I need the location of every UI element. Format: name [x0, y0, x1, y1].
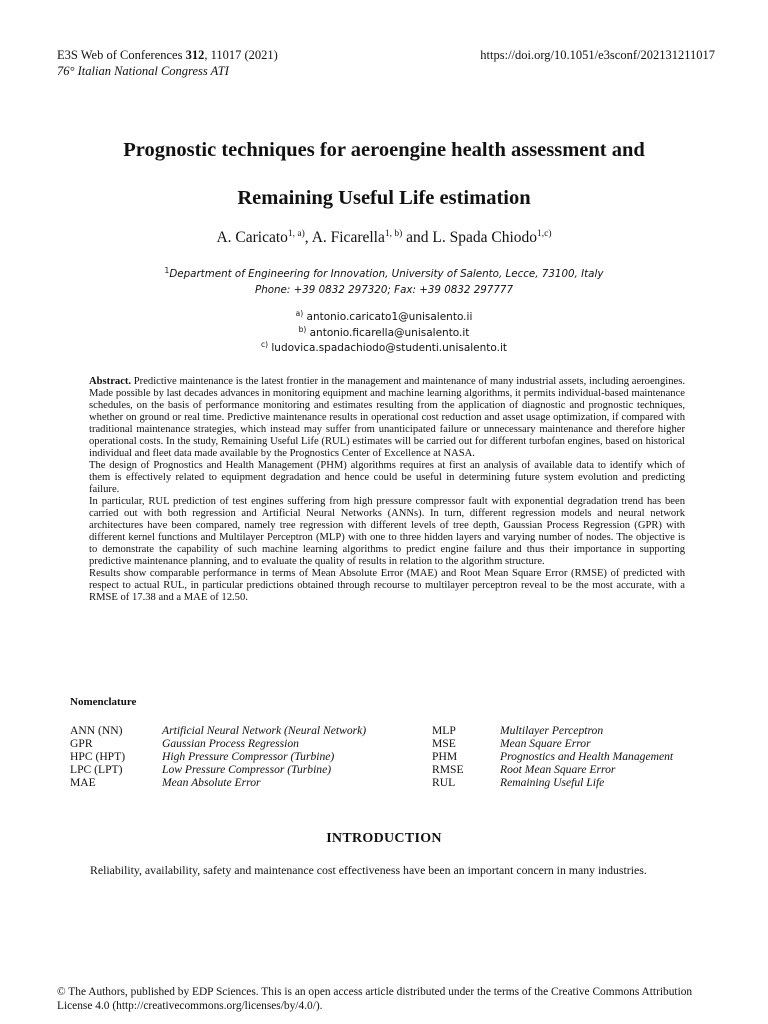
abstract-paragraph: In particular, RUL prediction of test engines suffering from high pressure compressor fault with exponential degradation trend has been carried out with both regression and Artificial Neural Networks (ANNs). In turn, different regression models and neural network architectures have been compared, namely tree regression with different levels of tree depth, Gaussian Process Regression (GPR) with different kernel functions and Multilayer Perceptron (MLP) with one to three hidden layers and varying number of nodes. The objective is to demonstrate the capability of such machine learning algorithms to predict engine failure and thus their importance in supporting predictive maintenance planning, and to evaluate the quality of results in relation to the algorithm structure.: [89, 496, 685, 567]
nomenclature-abbr: LPC (LPT): [70, 763, 123, 776]
nomenclature-row: [70, 763, 366, 776]
nomenclature-def: Multilayer Perceptron: [500, 724, 604, 737]
nomenclature-right-column: [432, 724, 673, 789]
nomenclature-row: [70, 737, 366, 750]
nomenclature-def: Remaining Useful Life: [500, 776, 605, 789]
congress-name: 76° Italian National Congress ATI: [57, 64, 229, 78]
email-list: [40, 310, 728, 357]
nomenclature-def: Gaussian Process Regression: [162, 737, 299, 750]
author-name: A. Caricato: [216, 229, 288, 246]
abstract-paragraph: Abstract. Predictive maintenance is the latest frontier in the management and maintenance of many industrial assets, including aeroengines. Made possible by last decades advances in monitoring equipment and machine learning algorithms, it permits individual-based maintenance schedules, on the basis of performance monitoring and estimates resulting from the application of diagnostic and prognostic techniques, whether on ground or real time. Predictive maintenance results in operational cost reduction and asset usage optimization, if compared with traditional maintenance strategies, which instead may suffer from unanticipated failure or unnecessary maintenance and therefore higher operational costs. In the study, Remaining Useful Life (RUL) estimates will be carried out for different turbofan engines, based on historical individual and fleet data made available by the Prognostics Center of Excellence at NASA.: [89, 376, 685, 459]
nomenclature-row: [432, 724, 673, 737]
author-affil-mark: 1,c): [537, 229, 552, 239]
email-item: $^{a)}$ antonio.caricato1@unisalento.ii: [295, 309, 473, 323]
nomenclature-abbr: MAE: [70, 776, 96, 789]
nomenclature-row: [432, 750, 673, 763]
abstract-paragraph: Results show comparable performance in terms of Mean Absolute Error (MAE) and Root Mean Square Error (RMSE) of predicted with respect to actual RUL, in particular predictions obtained through recourse to multilayer perceptron reveal to be the most accurate, with a RMSE of 17.38 and a MAE of 12.50.: [89, 568, 685, 603]
nomenclature-row: [70, 776, 366, 789]
email-address[interactable]: antonio.ficarella@unisalento.it: [309, 326, 470, 339]
email-item: $^{b)}$ antonio.ficarella@unisalento.it: [298, 324, 470, 339]
doi-link[interactable]: https://doi.org/10.1051/e3sconf/202131211017: [480, 48, 715, 62]
section-heading-introduction: INTRODUCTION: [326, 831, 442, 846]
nomenclature-abbr: ANN (NN): [70, 724, 123, 737]
title-line-2: Remaining Useful Life estimation: [237, 187, 531, 209]
nomenclature-row: [70, 750, 366, 763]
nomenclature-def: Mean Absolute Error: [162, 776, 261, 789]
license-footer: © The Authors, published by EDP Sciences. This is an open access article distributed under the terms of the Creative Commons Attribution License 4.0 (http://creativecommons.org/licenses/by/4.0/).: [57, 986, 693, 1012]
nomenclature-abbr: MSE: [432, 737, 456, 750]
author-name: L. Spada Chiodo: [432, 229, 538, 246]
nomenclature-abbr: GPR: [70, 737, 93, 750]
author-list: A. Caricato$^{1, a)}$, A. Ficarella$^{1, b)}$ and L. Spada Chiodo$^{1,c)}$: [216, 229, 552, 246]
author-affil-mark: 1, a): [287, 229, 305, 239]
nomenclature-title: Nomenclature: [70, 696, 137, 708]
abstract: [89, 376, 685, 604]
paper-title: [40, 126, 728, 222]
nomenclature-def: Low Pressure Compressor (Turbine): [162, 763, 332, 776]
nomenclature-def: Artificial Neural Network (Neural Network): [162, 724, 367, 737]
nomenclature-def: Root Mean Square Error: [500, 763, 616, 776]
email-address[interactable]: ludovica.spadachiodo@studenti.unisalento.it: [271, 342, 508, 354]
abstract-label: Abstract.: [89, 376, 132, 387]
nomenclature-abbr: RUL: [432, 776, 456, 789]
nomenclature-row: [432, 776, 673, 789]
nomenclature-abbr: RMSE: [432, 763, 464, 776]
journal-citation: E3S Web of Conferences 312, 11017 (2021): [57, 48, 278, 62]
affiliation-institution: Department of Engineering for Innovation, University of Salento, Lecce, 73100, Italy: [169, 268, 604, 280]
nomenclature-abbr: HPC (HPT): [70, 750, 126, 763]
author-affil-mark: 1, b): [384, 229, 403, 239]
nomenclature-row: [432, 737, 673, 750]
nomenclature-abbr: MLP: [432, 724, 456, 737]
introduction-paragraph: Reliability, availability, safety and maintenance cost effectiveness have been an important concern in many industries.: [90, 863, 647, 877]
affiliation-contact: Phone: +39 0832 297320; Fax: +39 0832 297777: [254, 283, 514, 296]
affiliation: $^1$Department of Engineering for Innovation, University of Salento, Lecce, 73100, Italy Phone: +39 0832 297320; Fax: +39 0832 297777: [40, 267, 728, 298]
running-header-left: [57, 47, 278, 79]
title-line-1: Prognostic techniques for aeroengine health assessment and: [123, 139, 645, 161]
author-name: A. Ficarella: [311, 229, 385, 246]
nomenclature-abbr: PHM: [432, 750, 458, 763]
nomenclature-left-column: [70, 724, 366, 789]
nomenclature-def: Prognostics and Health Management: [500, 750, 674, 763]
nomenclature-def: High Pressure Compressor (Turbine): [162, 750, 335, 763]
nomenclature-row: [70, 724, 366, 737]
email-address[interactable]: antonio.caricato1@unisalento.ii: [306, 311, 473, 323]
abstract-paragraph: The design of Prognostics and Health Management (PHM) algorithms requires at first an analysis of available data to identify which of them is effectively related to equipment degradation and hence could be useful in determining future system evolution and predicting failure.: [89, 460, 685, 495]
email-item: $^{c)}$ ludovica.spadachiodo@studenti.unisalento.it: [260, 340, 508, 354]
nomenclature-def: Mean Square Error: [500, 737, 591, 750]
nomenclature-row: [432, 763, 673, 776]
